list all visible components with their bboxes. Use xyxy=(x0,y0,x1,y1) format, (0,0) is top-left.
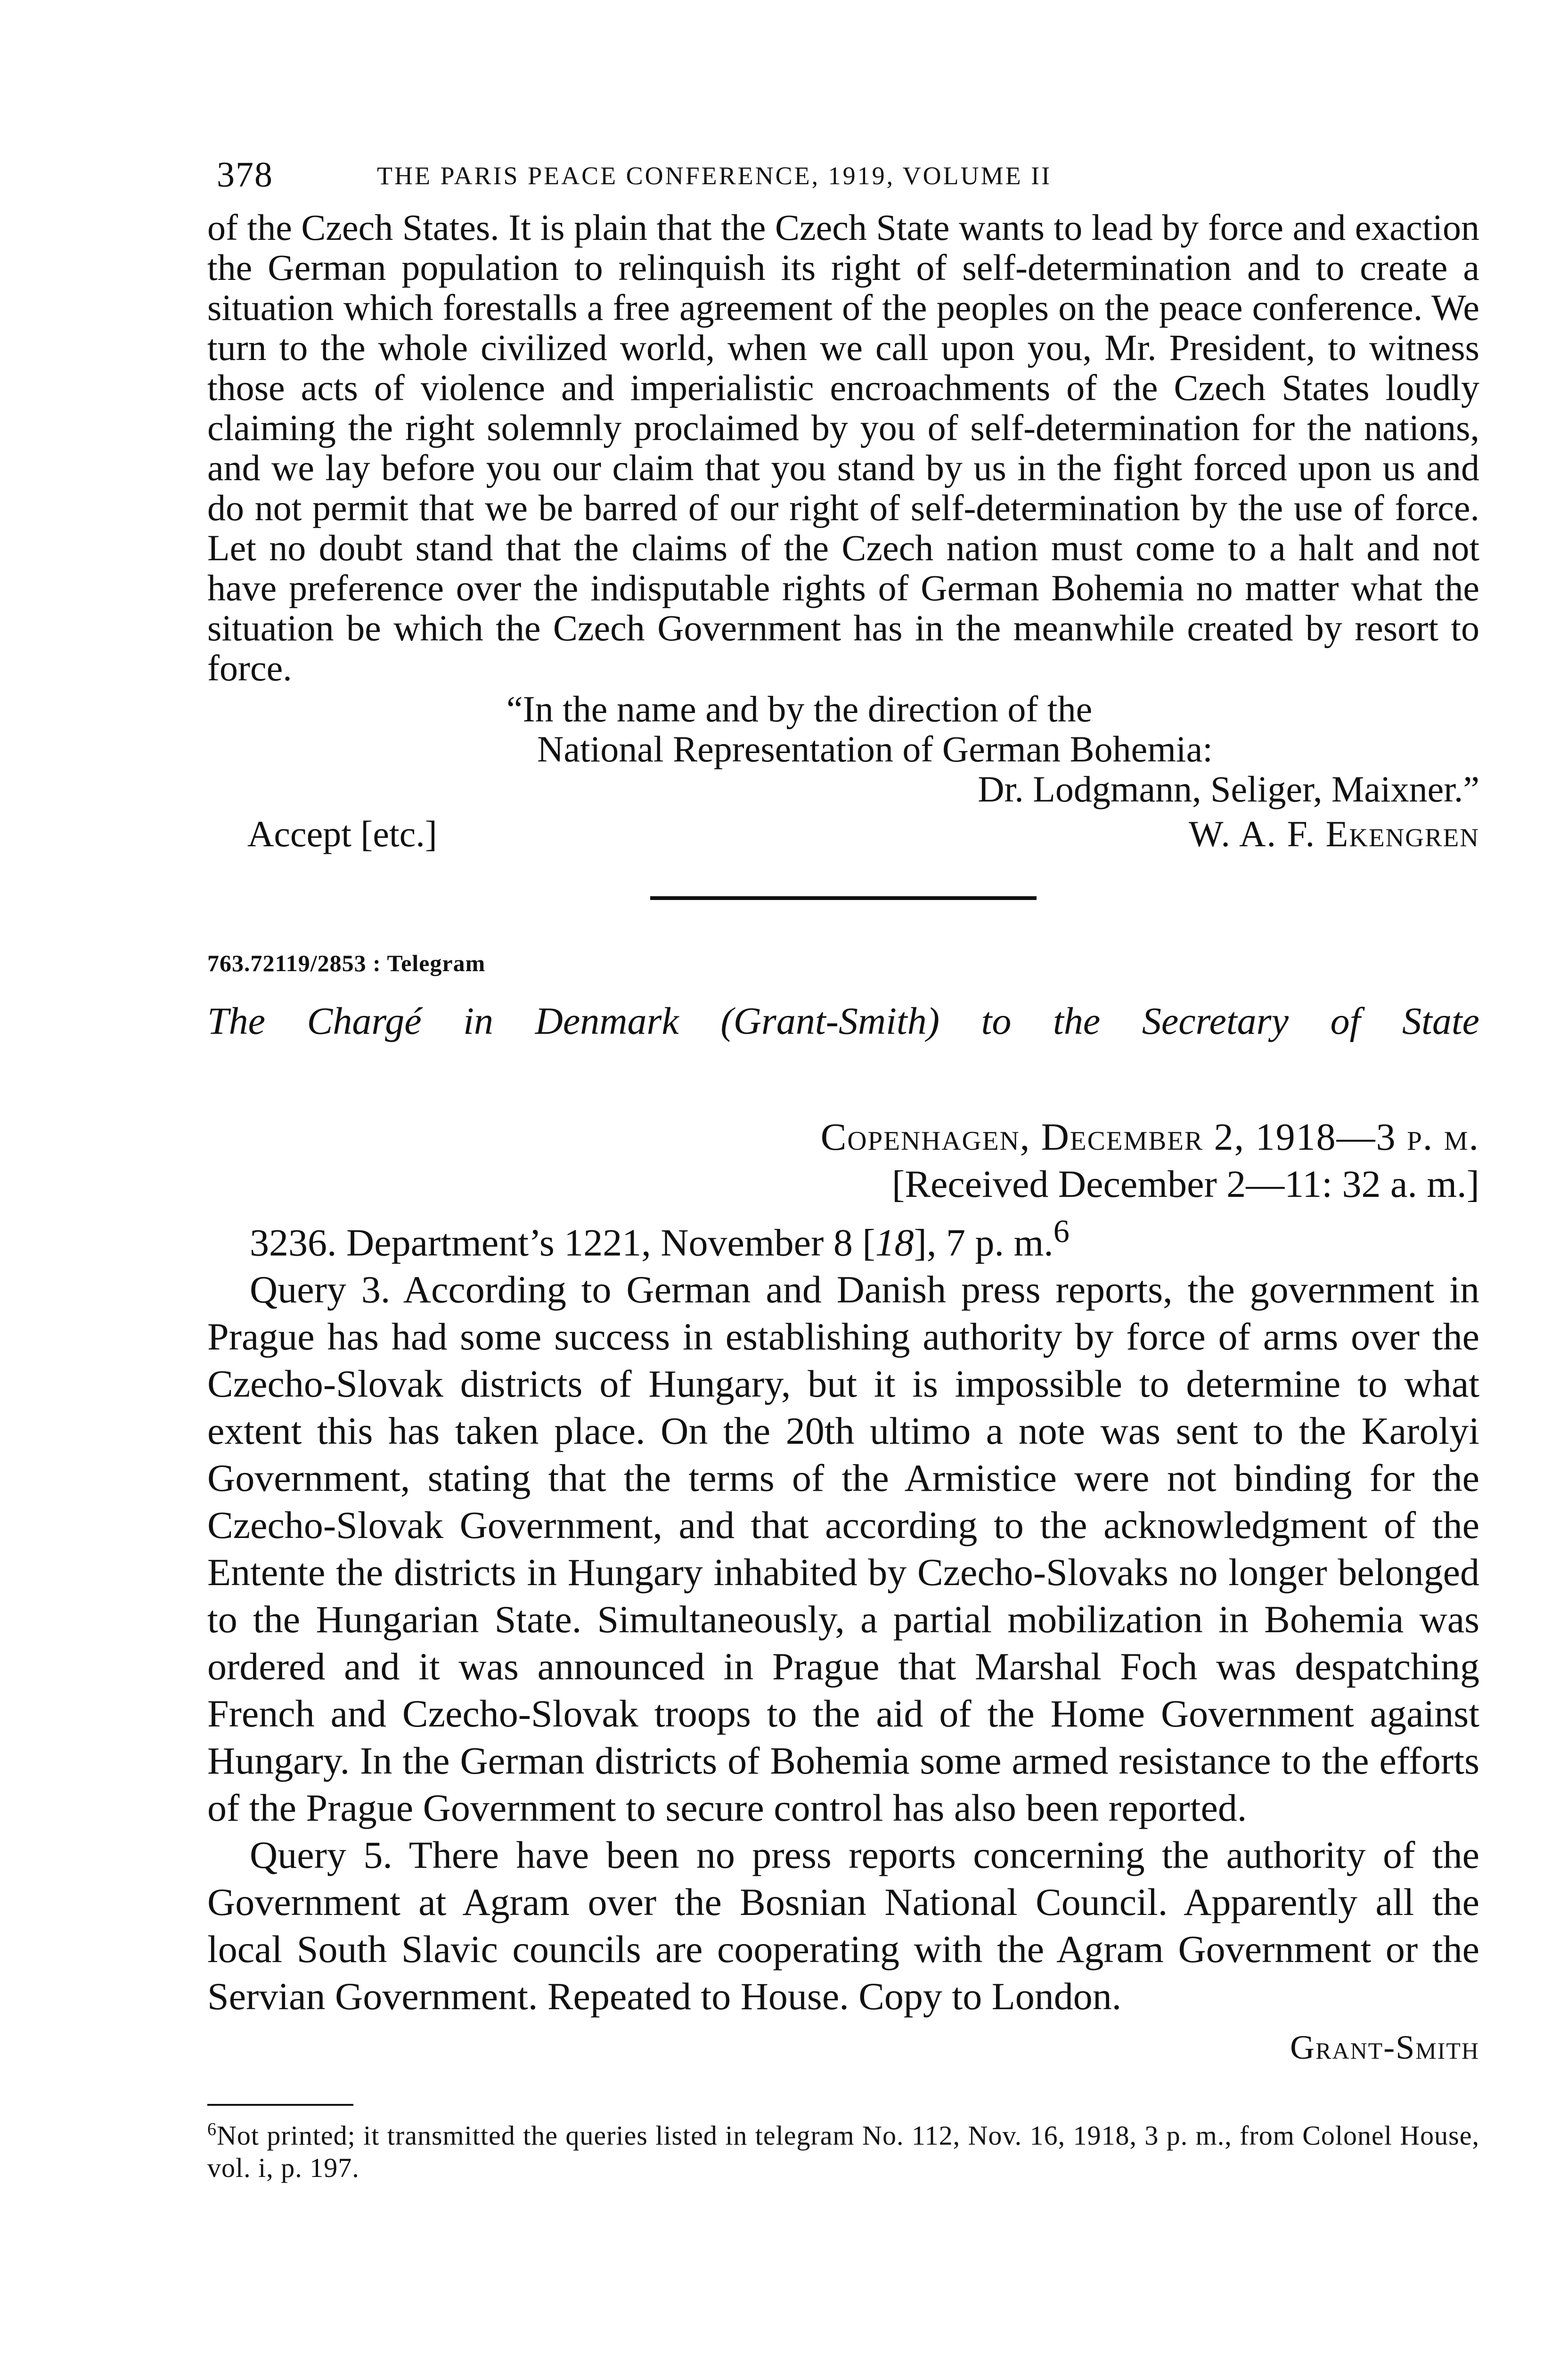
letter-signature-block xyxy=(207,689,1479,809)
reference-time: ], 7 p. m. xyxy=(914,1221,1054,1264)
footnote-text: Not printed; it transmitted the queries listed in telegram No. 112, Nov. 16, 1918, 3 p. m., from Colonel House, vol. i, p. 197. xyxy=(207,2120,1479,2183)
footnote-marker: 6 xyxy=(207,2119,217,2140)
telegram-title: The Chargé in Denmark (Grant-Smith) to the Secretary of State xyxy=(207,999,1479,1042)
telegram-signature: Grant-Smith xyxy=(1290,2029,1479,2067)
continued-letter-paragraph: of the Czech States. It is plain that the Czech State wants to lead by force and exaction the German population to relinquish its right of self-determination and to create a situation which forestalls a free agreement of the peoples on the peace conference. We turn to the whole civilized world, when we call upon you, Mr. President, to witness those acts of violence and imperialistic encroachments of the Czech States loudly claiming the right solemnly proclaimed by you of self-determination for the nations, and we lay before you our claim that you stand by us in the fight forced upon us and do not permit that we be barred of our right of self-determination by the use of force. Let no doubt stand that the claims of the Czech nation must come to a halt and not have preference over the indisputable rights of German Bohemia no matter what the situation be which the Czech Government has in the meanwhile created by resort to force. xyxy=(207,207,1479,688)
signature-line-1: “In the name and by the direction of the xyxy=(506,688,1093,729)
reference-correction: 18 xyxy=(875,1221,914,1264)
signature-line-2: National Representation of German Bohemia: xyxy=(537,728,1213,769)
footnote xyxy=(207,2113,1479,2184)
header-title: THE PARIS PEACE CONFERENCE, 1919, VOLUME II xyxy=(377,162,1052,190)
sender-name: W. A. F. Ekengren xyxy=(1188,813,1479,854)
query-5-paragraph: Query 5. There have been no press reports concerning the authority of the Government at Agram over the Bosnian National Council. Apparently all the local South Slavic councils are cooperating with the Agram Government or the Servian Government. Repeated to House. Copy to London. xyxy=(207,1833,1479,2018)
reference-number: 3236. Department’s 1221, November 8 [ xyxy=(250,1221,875,1264)
query-3-paragraph: Query 3. According to German and Danish press reports, the government in Prague has had some success in establishing authority by force of arms over the Czecho-Slovak districts of Hungary, but it is impossible to determine to what extent this has taken place. On the 20th ultimo a note was sent to the Karolyi Government, stating that the terms of the Armistice were not binding for the Czecho-Slovak Government, and that according to the acknowledgment of the Entente the districts in Hungary inhabited by Czecho-Slovaks no longer belonged to the Hungarian State. Simultaneously, a partial mobilization in Bohemia was ordered and it was announced in Prague that Marshal Foch was despatching French and Czecho-Slovak troops to the aid of the Home Government against Hungary. In the German districts of Bohemia some armed resistance to the efforts of the Prague Government to secure control has also been reported. xyxy=(207,1268,1479,1830)
reference-footnote-marker: 6 xyxy=(1053,1213,1070,1249)
document-page xyxy=(207,151,1479,2184)
page-number: 378 xyxy=(217,155,273,195)
telegram-dateline xyxy=(207,1113,1479,1208)
signature-line-3: Dr. Lodgmann, Seliger, Maixner.” xyxy=(978,769,1479,810)
file-reference: 763.72119/2853 : Telegram xyxy=(207,950,486,976)
dateline-text: Copenhagen, December 2, 1918—3 p. m. xyxy=(820,1115,1479,1158)
section-divider xyxy=(650,896,1037,900)
received-text: [Received December 2—11: 32 a. m.] xyxy=(892,1162,1479,1205)
running-header xyxy=(207,151,1479,207)
closing-text: Accept [etc.] xyxy=(247,813,437,854)
closing-row xyxy=(207,814,1479,854)
footnote-rule xyxy=(207,2104,353,2106)
telegram-reference-line xyxy=(250,1208,1479,1266)
